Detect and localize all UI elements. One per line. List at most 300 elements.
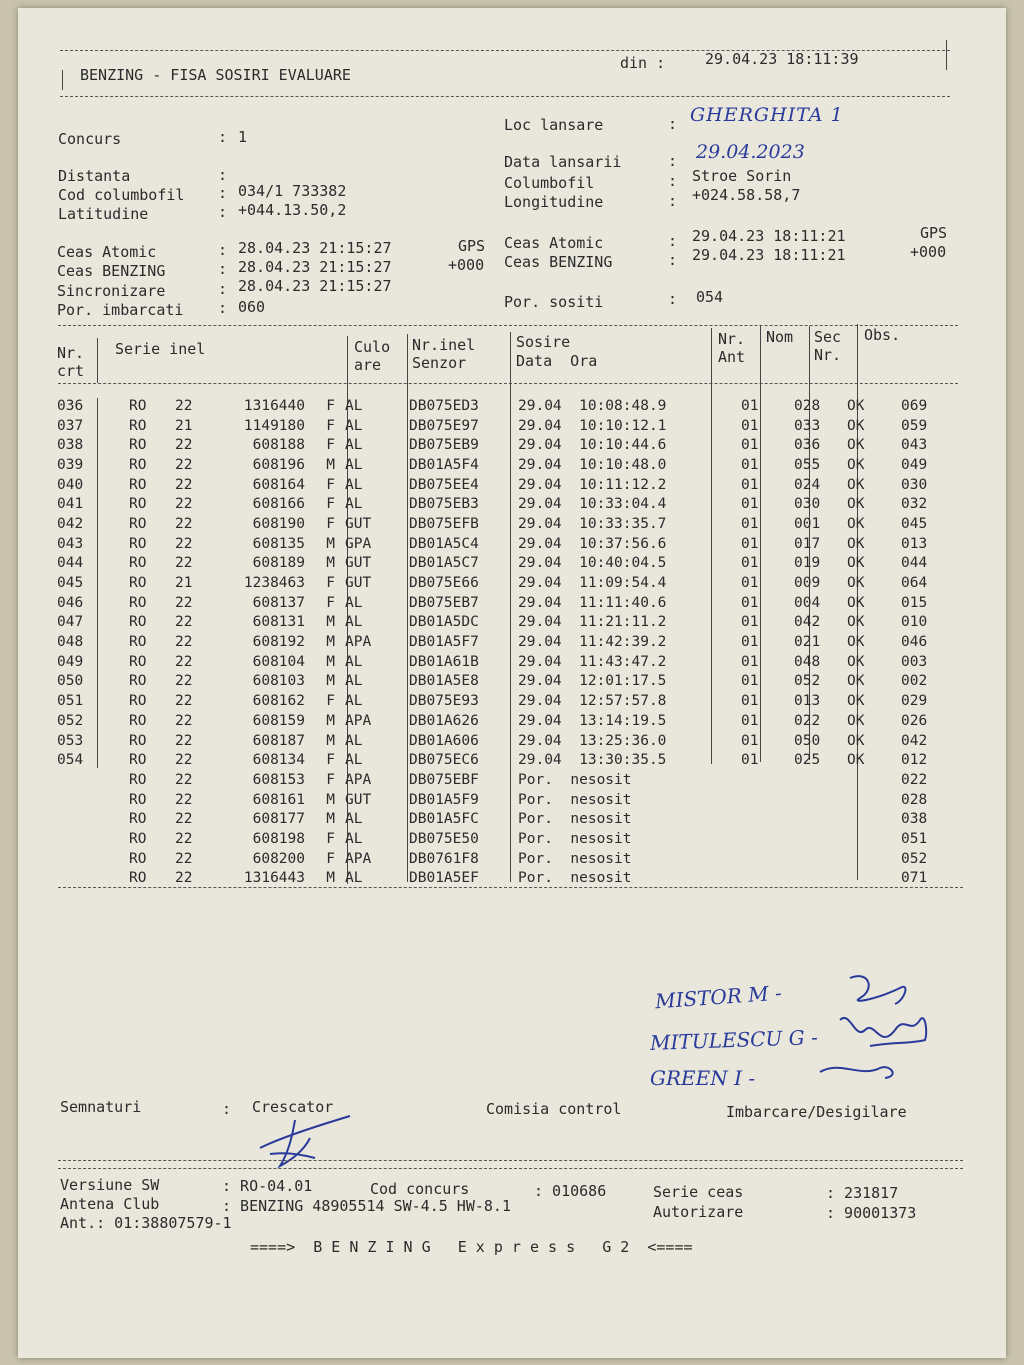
cell-year: 22 xyxy=(175,732,193,749)
cell-obs: 022 xyxy=(901,771,928,788)
cell-ant: 01 xyxy=(741,712,759,729)
cell-obs: 032 xyxy=(901,496,928,513)
cell-year: 22 xyxy=(175,614,193,631)
cell-arrival: Por. nesosit xyxy=(518,830,632,847)
cell-country: RO xyxy=(129,614,147,631)
cell-ring: 608131 xyxy=(252,614,305,631)
header-bottom-border xyxy=(60,96,950,97)
info-sep-latitudine: : xyxy=(218,203,228,221)
cell-year: 22 xyxy=(175,771,193,788)
col-sep-nr-header xyxy=(97,338,98,383)
info-label-columbofil: Columbofil xyxy=(504,174,595,192)
cell-country: RO xyxy=(129,712,147,729)
cell-ant: 01 xyxy=(741,456,759,473)
cell-color: GPA xyxy=(345,535,372,552)
cell-obs: 003 xyxy=(901,653,928,670)
cell-sec: OK xyxy=(847,732,865,749)
cell-obs: 015 xyxy=(901,594,928,611)
cell-ring: 608135 xyxy=(252,535,305,552)
cell-ring: 608162 xyxy=(252,693,305,710)
footer-autorizare-value: : 90001373 xyxy=(826,1204,917,1222)
cell-ant: 01 xyxy=(741,575,759,592)
cell-nom: 025 xyxy=(794,752,821,769)
cell-obs: 028 xyxy=(901,791,928,808)
cell-ring: 1149180 xyxy=(243,417,305,434)
cell-country: RO xyxy=(129,634,147,651)
cell-sex: F xyxy=(326,693,335,710)
cell-ant xyxy=(719,790,790,810)
cell-sex: M xyxy=(326,634,335,651)
table-row xyxy=(57,750,951,770)
cell-year: 22 xyxy=(175,594,193,611)
clock-extra-gps-left: GPS xyxy=(458,237,486,255)
cell-ring: 608196 xyxy=(252,456,305,473)
table-row xyxy=(57,731,951,751)
cell-color: GUT xyxy=(345,791,372,808)
cell-sex: F xyxy=(326,515,335,532)
cell-country: RO xyxy=(129,653,147,670)
cell-arrival: Por. nesosit xyxy=(518,850,632,867)
cell-year: 22 xyxy=(175,673,193,690)
cell-ant: 01 xyxy=(741,673,759,690)
cell-ring: 608190 xyxy=(252,515,305,532)
info-label-distanta: Distanta xyxy=(58,167,131,185)
cell-ring: 608188 xyxy=(252,437,305,454)
th-nr: Nr. xyxy=(57,344,85,362)
handwritten-commission-1: MISTOR M - xyxy=(654,980,783,1014)
info-sep-longitudine: : xyxy=(668,192,678,210)
info-label-loc-lansare: Loc lansare xyxy=(504,116,604,134)
cell-color: AL xyxy=(345,870,363,887)
cell-arrival: 29.04 10:10:48.0 xyxy=(518,456,667,473)
table-header-bottom-border xyxy=(58,383,958,384)
table-row xyxy=(57,455,951,475)
cell-nr: 045 xyxy=(57,575,84,592)
cell-ant: 01 xyxy=(741,496,759,513)
cell-obs: 013 xyxy=(901,535,928,552)
cell-nr: 054 xyxy=(57,752,84,769)
cell-sec: OK xyxy=(847,437,865,454)
cell-ring: 608187 xyxy=(252,732,305,749)
table-row xyxy=(57,790,951,810)
cell-ant xyxy=(719,770,790,790)
cell-color: AL xyxy=(345,752,363,769)
clock-value-por-sositi: 054 xyxy=(696,288,724,306)
cell-sex: F xyxy=(326,771,335,788)
cell-arrival: 29.04 10:33:04.4 xyxy=(518,496,667,513)
clock-label-sincronizare: Sincronizare xyxy=(57,282,166,300)
table-row xyxy=(57,849,951,869)
cell-sex: F xyxy=(326,850,335,867)
cell-sec: OK xyxy=(847,653,865,670)
cell-obs: 069 xyxy=(901,397,928,414)
cell-nr: 037 xyxy=(57,417,84,434)
table-row xyxy=(57,593,951,613)
cell-nr xyxy=(57,869,101,889)
table-row xyxy=(57,869,951,889)
cell-ant: 01 xyxy=(741,535,759,552)
cell-obs: 029 xyxy=(901,693,928,710)
cell-senzor: DB01A61B xyxy=(409,653,479,670)
cell-sec: OK xyxy=(847,752,865,769)
cell-year: 22 xyxy=(175,397,193,414)
cell-ring: 608166 xyxy=(252,496,305,513)
cell-year: 21 xyxy=(175,575,193,592)
th-nr-ant-1: Nr. xyxy=(718,330,746,348)
info-sep-data-lansarii: : xyxy=(668,152,678,170)
cell-arrival: Por. nesosit xyxy=(518,811,632,828)
cell-sex: M xyxy=(326,712,335,729)
cell-sec xyxy=(843,790,895,810)
footer-serie-ceas-label: Serie ceas xyxy=(653,1183,744,1201)
cell-senzor: DB075ED3 xyxy=(409,397,479,414)
cell-obs: 049 xyxy=(901,456,928,473)
cell-nom: 021 xyxy=(794,634,821,651)
cell-arrival: 29.04 13:25:36.0 xyxy=(518,732,667,749)
table-row xyxy=(57,613,951,633)
cell-color: AL xyxy=(345,496,363,513)
cell-arrival: 29.04 11:42:39.2 xyxy=(518,634,667,651)
cell-country: RO xyxy=(129,397,147,414)
clock-label-ceas-benzing-left: Ceas BENZING xyxy=(57,262,166,280)
footer-versiune-value: : RO-04.01 xyxy=(222,1177,313,1195)
cell-ant: 01 xyxy=(741,397,759,414)
cell-arrival: 29.04 11:11:40.6 xyxy=(518,594,667,611)
cell-obs: 051 xyxy=(901,830,928,847)
cell-nom xyxy=(790,770,843,790)
handwritten-commission-3: GREEN I - xyxy=(650,1066,756,1090)
cell-senzor: DB075EE4 xyxy=(409,476,479,493)
cell-sec: OK xyxy=(847,575,865,592)
handwritten-signature-crescator xyxy=(240,1108,370,1172)
cell-ant: 01 xyxy=(741,594,759,611)
cell-ant: 01 xyxy=(741,732,759,749)
info-sep-columbofil: : xyxy=(668,172,678,190)
cell-arrival: 29.04 13:14:19.5 xyxy=(518,712,667,729)
cell-senzor: DB0761F8 xyxy=(409,850,479,867)
cell-nr: 052 xyxy=(57,712,84,729)
cell-country: RO xyxy=(129,575,147,592)
cell-nom: 024 xyxy=(794,476,821,493)
cell-color: AL xyxy=(345,830,363,847)
handwritten-loc-lansare: GHERGHITA 1 xyxy=(690,104,844,126)
cell-senzor: DB075E50 xyxy=(409,830,479,847)
cell-obs: 045 xyxy=(901,515,928,532)
cell-nr: 044 xyxy=(57,555,84,572)
cell-obs: 002 xyxy=(901,673,928,690)
cell-nom: 019 xyxy=(794,555,821,572)
cell-nom: 004 xyxy=(794,594,821,611)
cell-color: GUT xyxy=(345,555,372,572)
cell-senzor: DB075EBF xyxy=(409,771,479,788)
clock-extra-gps-right: GPS xyxy=(920,224,948,242)
footer-brand-line: ====> B E N Z I N G E x p r e s s G 2 <==== xyxy=(250,1238,693,1256)
clock-extra-offset-right: +000 xyxy=(910,243,947,261)
cell-obs: 042 xyxy=(901,732,928,749)
table-row xyxy=(57,573,951,593)
cell-color: AL xyxy=(345,732,363,749)
cell-year: 22 xyxy=(175,693,193,710)
cell-country: RO xyxy=(129,830,147,847)
table-row xyxy=(57,672,951,692)
cell-year: 22 xyxy=(175,752,193,769)
cell-obs: 052 xyxy=(901,850,928,867)
cell-senzor: DB01A5C4 xyxy=(409,535,479,552)
cell-arrival: Por. nesosit xyxy=(518,791,632,808)
table-row xyxy=(57,494,951,514)
cell-arrival: 29.04 10:11:12.2 xyxy=(518,476,667,493)
signature-comisia-label: Comisia control xyxy=(486,1100,622,1118)
info-sep-cod-columbofil: : xyxy=(218,184,228,202)
cell-year: 22 xyxy=(175,535,193,552)
info-label-data-lansarii: Data lansarii xyxy=(504,153,622,171)
table-row xyxy=(57,475,951,495)
cell-nom xyxy=(790,829,843,849)
cell-arrival: 29.04 10:10:44.6 xyxy=(518,437,667,454)
table-row xyxy=(57,652,951,672)
cell-nr xyxy=(57,790,101,810)
table-row xyxy=(57,396,951,416)
cell-color: AL xyxy=(345,673,363,690)
cell-year: 22 xyxy=(175,496,193,513)
clock-extra-offset-left: +000 xyxy=(448,256,485,274)
handwritten-data-lansarii: 29.04.2023 xyxy=(696,141,805,163)
cell-year: 22 xyxy=(175,634,193,651)
signatures-label: Semnaturi xyxy=(60,1098,142,1116)
cell-arrival: Por. nesosit xyxy=(518,870,632,887)
cell-sec: OK xyxy=(847,712,865,729)
signatures-sep: : xyxy=(222,1100,232,1118)
cell-nom: 042 xyxy=(794,614,821,631)
cell-country: RO xyxy=(129,555,147,572)
clock-label-ceas-atomic-left: Ceas Atomic xyxy=(57,243,157,261)
table-row xyxy=(57,534,951,554)
cell-sex: M xyxy=(326,791,335,808)
footer-antena-label: Antena Club xyxy=(60,1195,160,1213)
cell-sex: F xyxy=(326,594,335,611)
cell-senzor: DB075EC6 xyxy=(409,752,479,769)
cell-senzor: DB01A5C7 xyxy=(409,555,479,572)
cell-nom: 028 xyxy=(794,397,821,414)
cell-sex: F xyxy=(326,752,335,769)
cell-nom xyxy=(790,790,843,810)
cell-country: RO xyxy=(129,417,147,434)
cell-obs: 064 xyxy=(901,575,928,592)
table-row xyxy=(57,554,951,574)
cell-country: RO xyxy=(129,850,147,867)
cell-ant: 01 xyxy=(741,476,759,493)
th-sec-2: Nr. xyxy=(814,346,842,364)
table-row xyxy=(57,416,951,436)
th-culoare-1: Culo xyxy=(354,338,391,356)
info-label-cod-columbofil: Cod columbofil xyxy=(58,186,185,204)
cell-nom xyxy=(790,809,843,829)
cell-color: GUT xyxy=(345,575,372,592)
cell-nom: 033 xyxy=(794,417,821,434)
cell-country: RO xyxy=(129,515,147,532)
th-nom: Nom xyxy=(766,328,794,346)
cell-color: AL xyxy=(345,397,363,414)
cell-year: 22 xyxy=(175,830,193,847)
cell-sex: M xyxy=(326,653,335,670)
cell-color: AL xyxy=(345,476,363,493)
cell-nr: 053 xyxy=(57,732,84,749)
cell-year: 22 xyxy=(175,712,193,729)
header-left-edge xyxy=(62,70,63,90)
cell-color: AL xyxy=(345,811,363,828)
cell-ring: 608192 xyxy=(252,634,305,651)
cell-nr: 048 xyxy=(57,634,84,651)
cell-ring: 1238463 xyxy=(243,575,305,592)
footer-top-border-2 xyxy=(58,1168,963,1169)
cell-arrival: 29.04 12:01:17.5 xyxy=(518,673,667,690)
cell-ring: 608137 xyxy=(252,594,305,611)
cell-country: RO xyxy=(129,437,147,454)
cell-country: RO xyxy=(129,456,147,473)
cell-ring: 608159 xyxy=(252,712,305,729)
cell-arrival: 29.04 11:21:11.2 xyxy=(518,614,667,631)
cell-arrival: 29.04 10:10:12.1 xyxy=(518,417,667,434)
cell-sec: OK xyxy=(847,476,865,493)
cell-color: AL xyxy=(345,456,363,473)
report-date-value: 29.04.23 18:11:39 xyxy=(705,50,859,68)
cell-nom: 001 xyxy=(794,515,821,532)
info-value-concurs: 1 xyxy=(238,128,248,146)
cell-color: APA xyxy=(345,850,372,867)
cell-nom xyxy=(790,849,843,869)
info-value-columbofil: Stroe Sorin xyxy=(692,167,792,185)
cell-sex: M xyxy=(326,535,335,552)
info-value-longitudine: +024.58.58,7 xyxy=(692,186,801,204)
cell-ant: 01 xyxy=(741,515,759,532)
cell-ring: 608104 xyxy=(252,653,305,670)
cell-sec: OK xyxy=(847,634,865,651)
cell-senzor: DB01A5FC xyxy=(409,811,479,828)
cell-color: AL xyxy=(345,614,363,631)
th-sec-1: Sec xyxy=(814,328,842,346)
cell-nom: 036 xyxy=(794,437,821,454)
cell-sex: M xyxy=(326,456,335,473)
cell-nom: 050 xyxy=(794,732,821,749)
cell-country: RO xyxy=(129,771,147,788)
signature-imbarcare-label: Imbarcare/Desigilare xyxy=(726,1103,907,1121)
cell-ant: 01 xyxy=(741,417,759,434)
cell-nom: 013 xyxy=(794,693,821,710)
cell-year: 22 xyxy=(175,555,193,572)
cell-ant xyxy=(719,829,790,849)
table-top-border xyxy=(58,325,958,326)
cell-nr: 036 xyxy=(57,397,84,414)
arrivals-table xyxy=(57,396,951,888)
cell-sex: M xyxy=(326,614,335,631)
cell-arrival: 29.04 10:33:35.7 xyxy=(518,515,667,532)
cell-color: APA xyxy=(345,771,372,788)
cell-sex: M xyxy=(326,811,335,828)
cell-country: RO xyxy=(129,870,147,887)
cell-country: RO xyxy=(129,791,147,808)
header-right-edge xyxy=(946,40,947,70)
footer-antena-value: : BENZING 48905514 SW-4.5 HW-8.1 xyxy=(222,1197,511,1215)
cell-obs: 046 xyxy=(901,634,928,651)
cell-senzor: DB075E93 xyxy=(409,693,479,710)
footer-serie-ceas-value: : 231817 xyxy=(826,1184,899,1202)
cell-country: RO xyxy=(129,594,147,611)
cell-ring: 608164 xyxy=(252,476,305,493)
cell-nr: 047 xyxy=(57,614,84,631)
footer-versiune-label: Versiune SW xyxy=(60,1176,160,1194)
cell-ring: 608134 xyxy=(252,752,305,769)
cell-nr: 046 xyxy=(57,594,84,611)
cell-color: AL xyxy=(345,594,363,611)
cell-nr: 039 xyxy=(57,456,84,473)
cell-nr: 051 xyxy=(57,693,84,710)
table-row xyxy=(57,514,951,534)
cell-nr: 040 xyxy=(57,476,84,493)
cell-senzor: DB075E66 xyxy=(409,575,479,592)
cell-country: RO xyxy=(129,752,147,769)
th-crt: crt xyxy=(57,362,85,380)
clock-label-por-sositi: Por. sositi xyxy=(504,293,604,311)
clock-label-por-imbarcati: Por. imbarcati xyxy=(57,301,184,319)
cell-ring: 608200 xyxy=(252,850,305,867)
cell-nom xyxy=(790,869,843,889)
cell-nr xyxy=(57,809,101,829)
info-value-latitudine: +044.13.50,2 xyxy=(238,201,347,219)
cell-country: RO xyxy=(129,732,147,749)
cell-nom: 055 xyxy=(794,456,821,473)
cell-sex: M xyxy=(326,870,335,887)
cell-ring: 608161 xyxy=(252,791,305,808)
cell-sex: M xyxy=(326,732,335,749)
cell-obs: 012 xyxy=(901,752,928,769)
cell-year: 22 xyxy=(175,653,193,670)
cell-nom: 009 xyxy=(794,575,821,592)
cell-sec: OK xyxy=(847,515,865,532)
cell-nom: 030 xyxy=(794,496,821,513)
info-value-cod-columbofil: 034/1 733382 xyxy=(238,182,347,200)
cell-year: 21 xyxy=(175,417,193,434)
cell-ring: 608103 xyxy=(252,673,305,690)
clock-value-ceas-atomic-left: 28.04.23 21:15:27 xyxy=(238,239,392,257)
cell-nr: 041 xyxy=(57,496,84,513)
cell-nr xyxy=(57,829,101,849)
cell-ant: 01 xyxy=(741,752,759,769)
th-nr-inel: Nr.inel xyxy=(412,336,476,354)
clock-label-ceas-atomic-right: Ceas Atomic xyxy=(504,234,604,252)
footer-autorizare-label: Autorizare xyxy=(653,1203,744,1221)
th-senzor: Senzor xyxy=(412,354,467,372)
cell-nom: 048 xyxy=(794,653,821,670)
cell-ant xyxy=(719,849,790,869)
cell-senzor: DB075EB7 xyxy=(409,594,479,611)
cell-nr xyxy=(57,849,101,869)
th-data-ora: Data Ora xyxy=(516,352,598,370)
cell-arrival: Por. nesosit xyxy=(518,771,632,788)
cell-ring: 608189 xyxy=(252,555,305,572)
cell-year: 22 xyxy=(175,811,193,828)
cell-country: RO xyxy=(129,496,147,513)
th-sosire: Sosire xyxy=(516,333,571,351)
cell-sex: F xyxy=(326,575,335,592)
cell-nom: 017 xyxy=(794,535,821,552)
cell-sex: F xyxy=(326,476,335,493)
cell-senzor: DB01A5DC xyxy=(409,614,479,631)
cell-sec xyxy=(843,809,895,829)
cell-senzor: DB01A606 xyxy=(409,732,479,749)
cell-sex: F xyxy=(326,496,335,513)
cell-ant: 01 xyxy=(741,614,759,631)
cell-ant: 01 xyxy=(741,437,759,454)
